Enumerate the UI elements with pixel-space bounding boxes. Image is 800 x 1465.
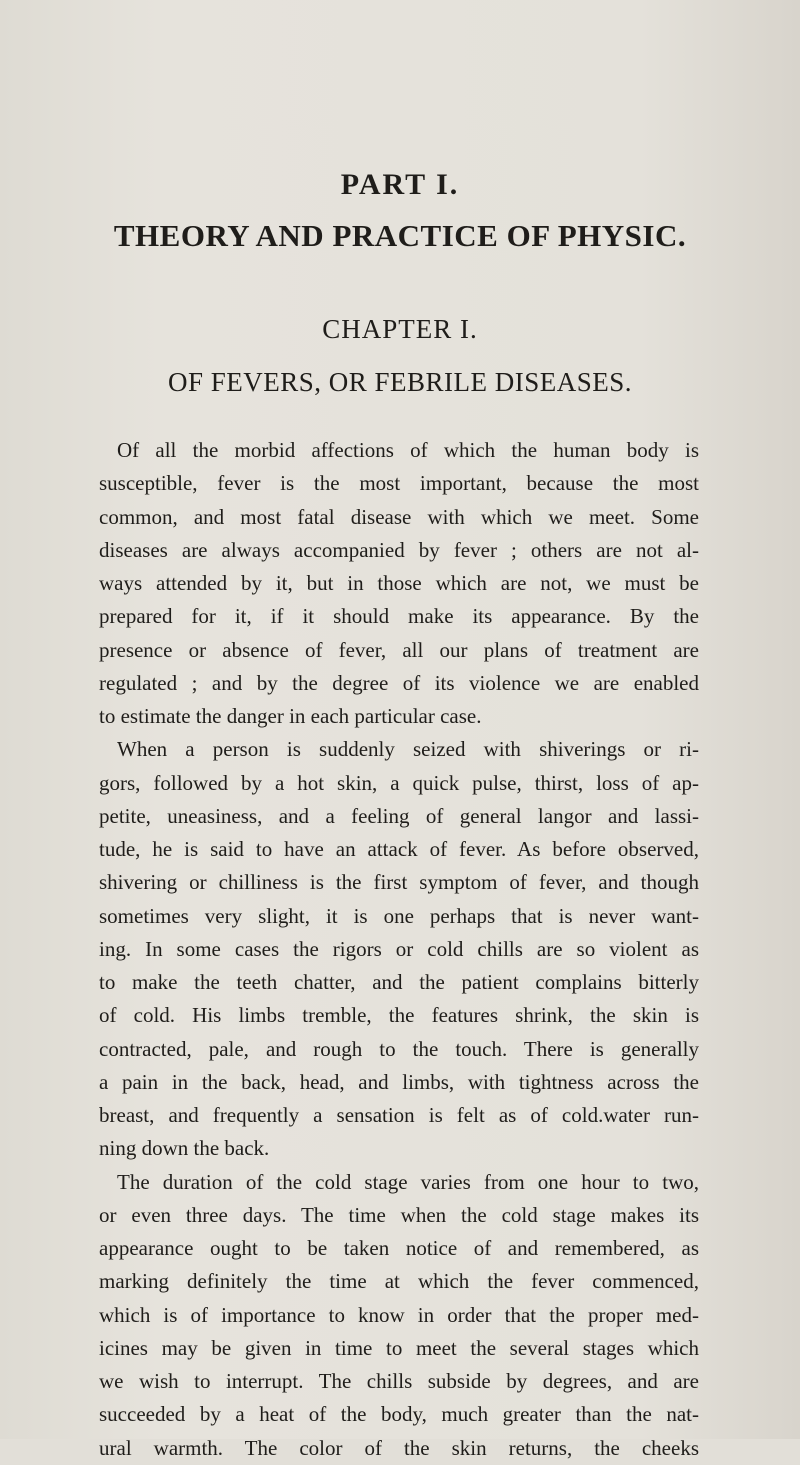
text-line: prepared for it, if it should make its appearance. By the [99,604,699,629]
text-line: tude, he is said to have an attack of fever. As before observed, [99,837,699,861]
text-line: contracted, pale, and rough to the touch. There is generally [99,1036,699,1061]
text-line: shivering or chilliness is the first symptom of fever, and though [99,870,699,895]
text-line: common, and most fatal disease with which we meet. Some [99,504,699,529]
text-line: marking definitely the time at which the fever commenced, [99,1269,699,1294]
text-line: to estimate the danger in each particular case. [99,704,482,728]
text-line: diseases are always accompanied by fever ; others are not al- [99,537,699,562]
text-line: The duration of the cold stage varies from one hour to two, [117,1169,699,1194]
text-line: susceptible, fever is the most important, because the most [99,471,699,496]
text-line: Of all the morbid affections of which the human body is [117,438,699,462]
text-line: of cold. His limbs tremble, the features shrink, the skin is [99,1003,699,1028]
text-line: petite, uneasiness, and a feeling of general langor and lassi- [99,803,699,828]
text-line: we wish to interrupt. The chills subside by degrees, and are [99,1369,699,1393]
text-line: icines may be given in time to meet the several stages which [99,1335,699,1360]
book-title: THEORY AND PRACTICE OF PHYSIC. [113,218,687,253]
text-line: sometimes very slight, it is one perhaps that is never want- [99,903,699,928]
text-line: appearance ought to be taken notice of and remembered, as [99,1236,699,1260]
text-line: gors, followed by a hot skin, a quick pulse, thirst, loss of ap- [99,770,699,795]
text-line: succeeded by a heat of the body, much greater than the nat- [99,1402,699,1427]
text-line: presence or absence of fever, all our plans of treatment are [99,637,699,662]
body-text [99,434,699,1465]
chapter-heading: CHAPTER I. [322,314,478,344]
text-line: which is of importance to know in order that the proper med- [99,1302,699,1327]
text-line: ways attended by it, but in those which are not, we must be [99,571,699,595]
text-line: breast, and frequently a sensation is felt as of cold.water run- [99,1103,699,1127]
text-line: ing. In some cases the rigors or cold chills are so violent as [99,936,699,961]
text-line: a pain in the back, head, and limbs, with tightness across the [99,1069,699,1094]
text-line: When a person is suddenly seized with shiverings or ri- [117,737,699,762]
text-line: regulated ; and by the degree of its violence we are enabled [99,670,699,695]
part-heading: PART I. [340,168,460,201]
text-line: or even three days. The time when the cold stage makes its [99,1202,699,1227]
chapter-title: OF FEVERS, OR FEBRILE DISEASES. [167,367,633,397]
text-line: ning down the back. [99,1136,270,1161]
text-line: to make the teeth chatter, and the patient complains bitterly [99,970,699,994]
text-line: ural warmth. The color of the skin returns, the cheeks [99,1435,699,1460]
